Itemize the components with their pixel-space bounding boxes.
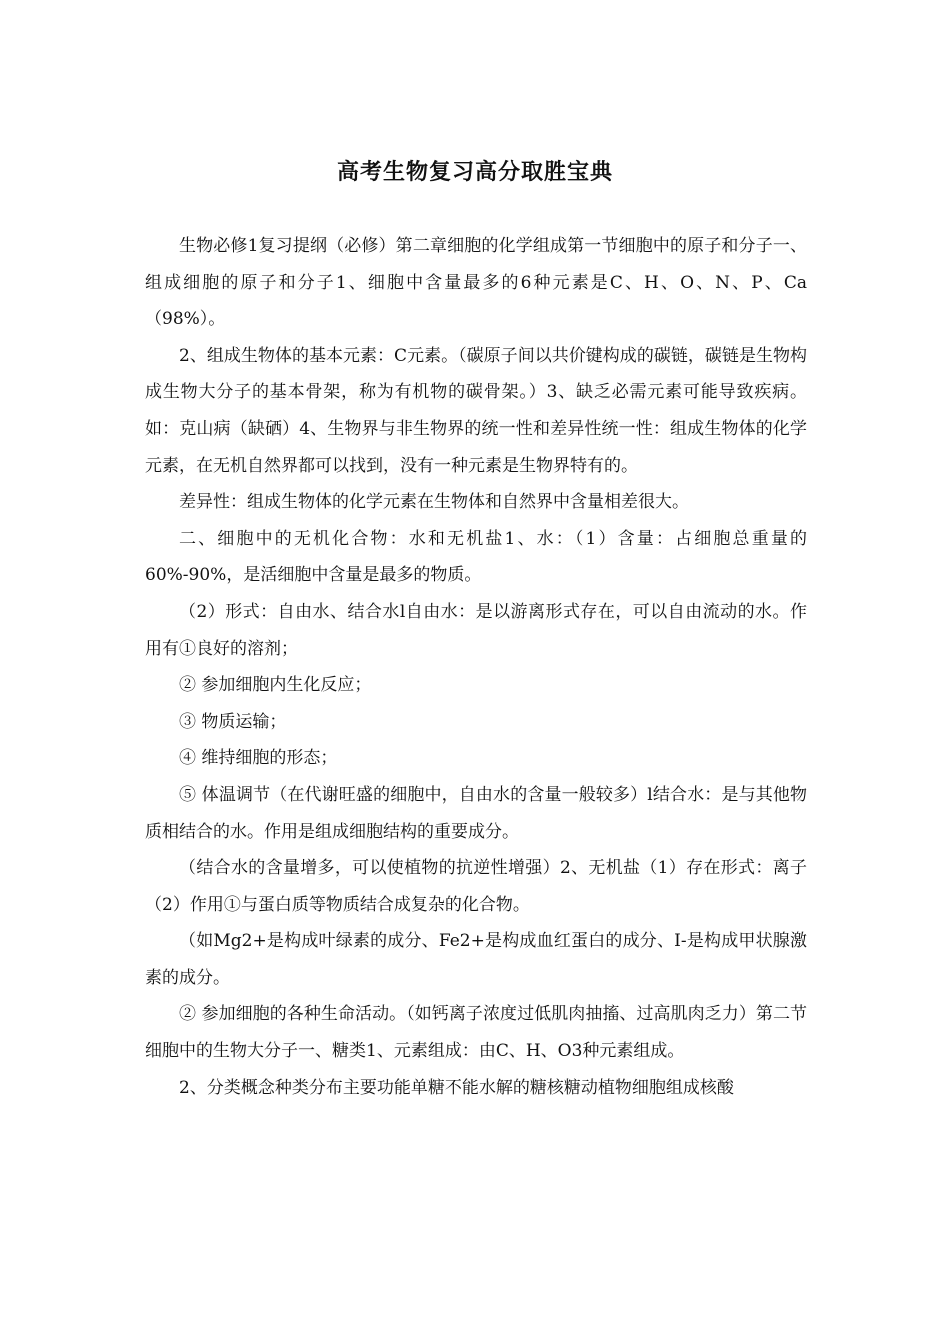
- paragraph: ③ 物质运输；: [179, 711, 287, 732]
- paragraph: （如Mg2+是构成叶绿素的成分、Fe2+是构成血红蛋白的成分、I-是构成甲状腺激素的成分。: [145, 931, 807, 988]
- paragraph: 生物必修1复习提纲（必修）第二章细胞的化学组成第一节细胞中的原子和分子一、组成细胞的原子和分子1、细胞中含量最多的6种元素是C、H、O、N、P、Ca（98%）。: [145, 236, 807, 330]
- paragraph: 2、分类概念种类分布主要功能单糖不能水解的糖核糖动植物细胞组成核酸: [179, 1077, 734, 1098]
- paragraph: 二、细胞中的无机化合物：水和无机盐1、水：（1）含量：占细胞总重量的60%-90%，是活细胞中含量是最多的物质。: [145, 528, 807, 586]
- paragraph: ⑤ 体温调节（在代谢旺盛的细胞中，自由水的含量一般较多）l结合水：是与其他物质相结合的水。作用是组成细胞结构的重要成分。: [145, 784, 807, 842]
- paragraph: ④ 维持细胞的形态；: [179, 748, 338, 769]
- paragraph: （2）形式：自由水、结合水l自由水：是以游离形式存在，可以自由流动的水。作用有①良好的溶剂；: [145, 601, 807, 659]
- paragraph: ② 参加细胞内生化反应；: [179, 675, 372, 696]
- paragraph: ② 参加细胞的各种生命活动。（如钙离子浓度过低肌肉抽搐、过高肌肉乏力）第二节细胞中的生物大分子一、糖类1、元素组成：由C、H、O3种元素组成。: [145, 1004, 807, 1062]
- document-title: 高考生物复习高分取胜宝典: [336, 159, 613, 185]
- paragraph: 2、组成生物体的基本元素：C元素。（碳原子间以共价键构成的碳链，碳链是生物构成生物大分子的基本骨架，称为有机物的碳骨架。）3、缺乏必需元素可能导致疾病。如：克山病（缺硒）4、生物界与非生物界的统一性和差异性统一性：组成生物体的化学元素，在无机自然界都可以找到，没有一种元素是生物界特有的。: [145, 345, 807, 476]
- paragraph: （结合水的含量增多，可以使植物的抗逆性增强）2、无机盐（1）存在形式：离子（2）作用①与蛋白质等物质结合成复杂的化合物。: [145, 858, 807, 915]
- document-body: [145, 228, 807, 1106]
- paragraph: 差异性：组成生物体的化学元素在生物体和自然界中含量相差很大。: [179, 492, 689, 513]
